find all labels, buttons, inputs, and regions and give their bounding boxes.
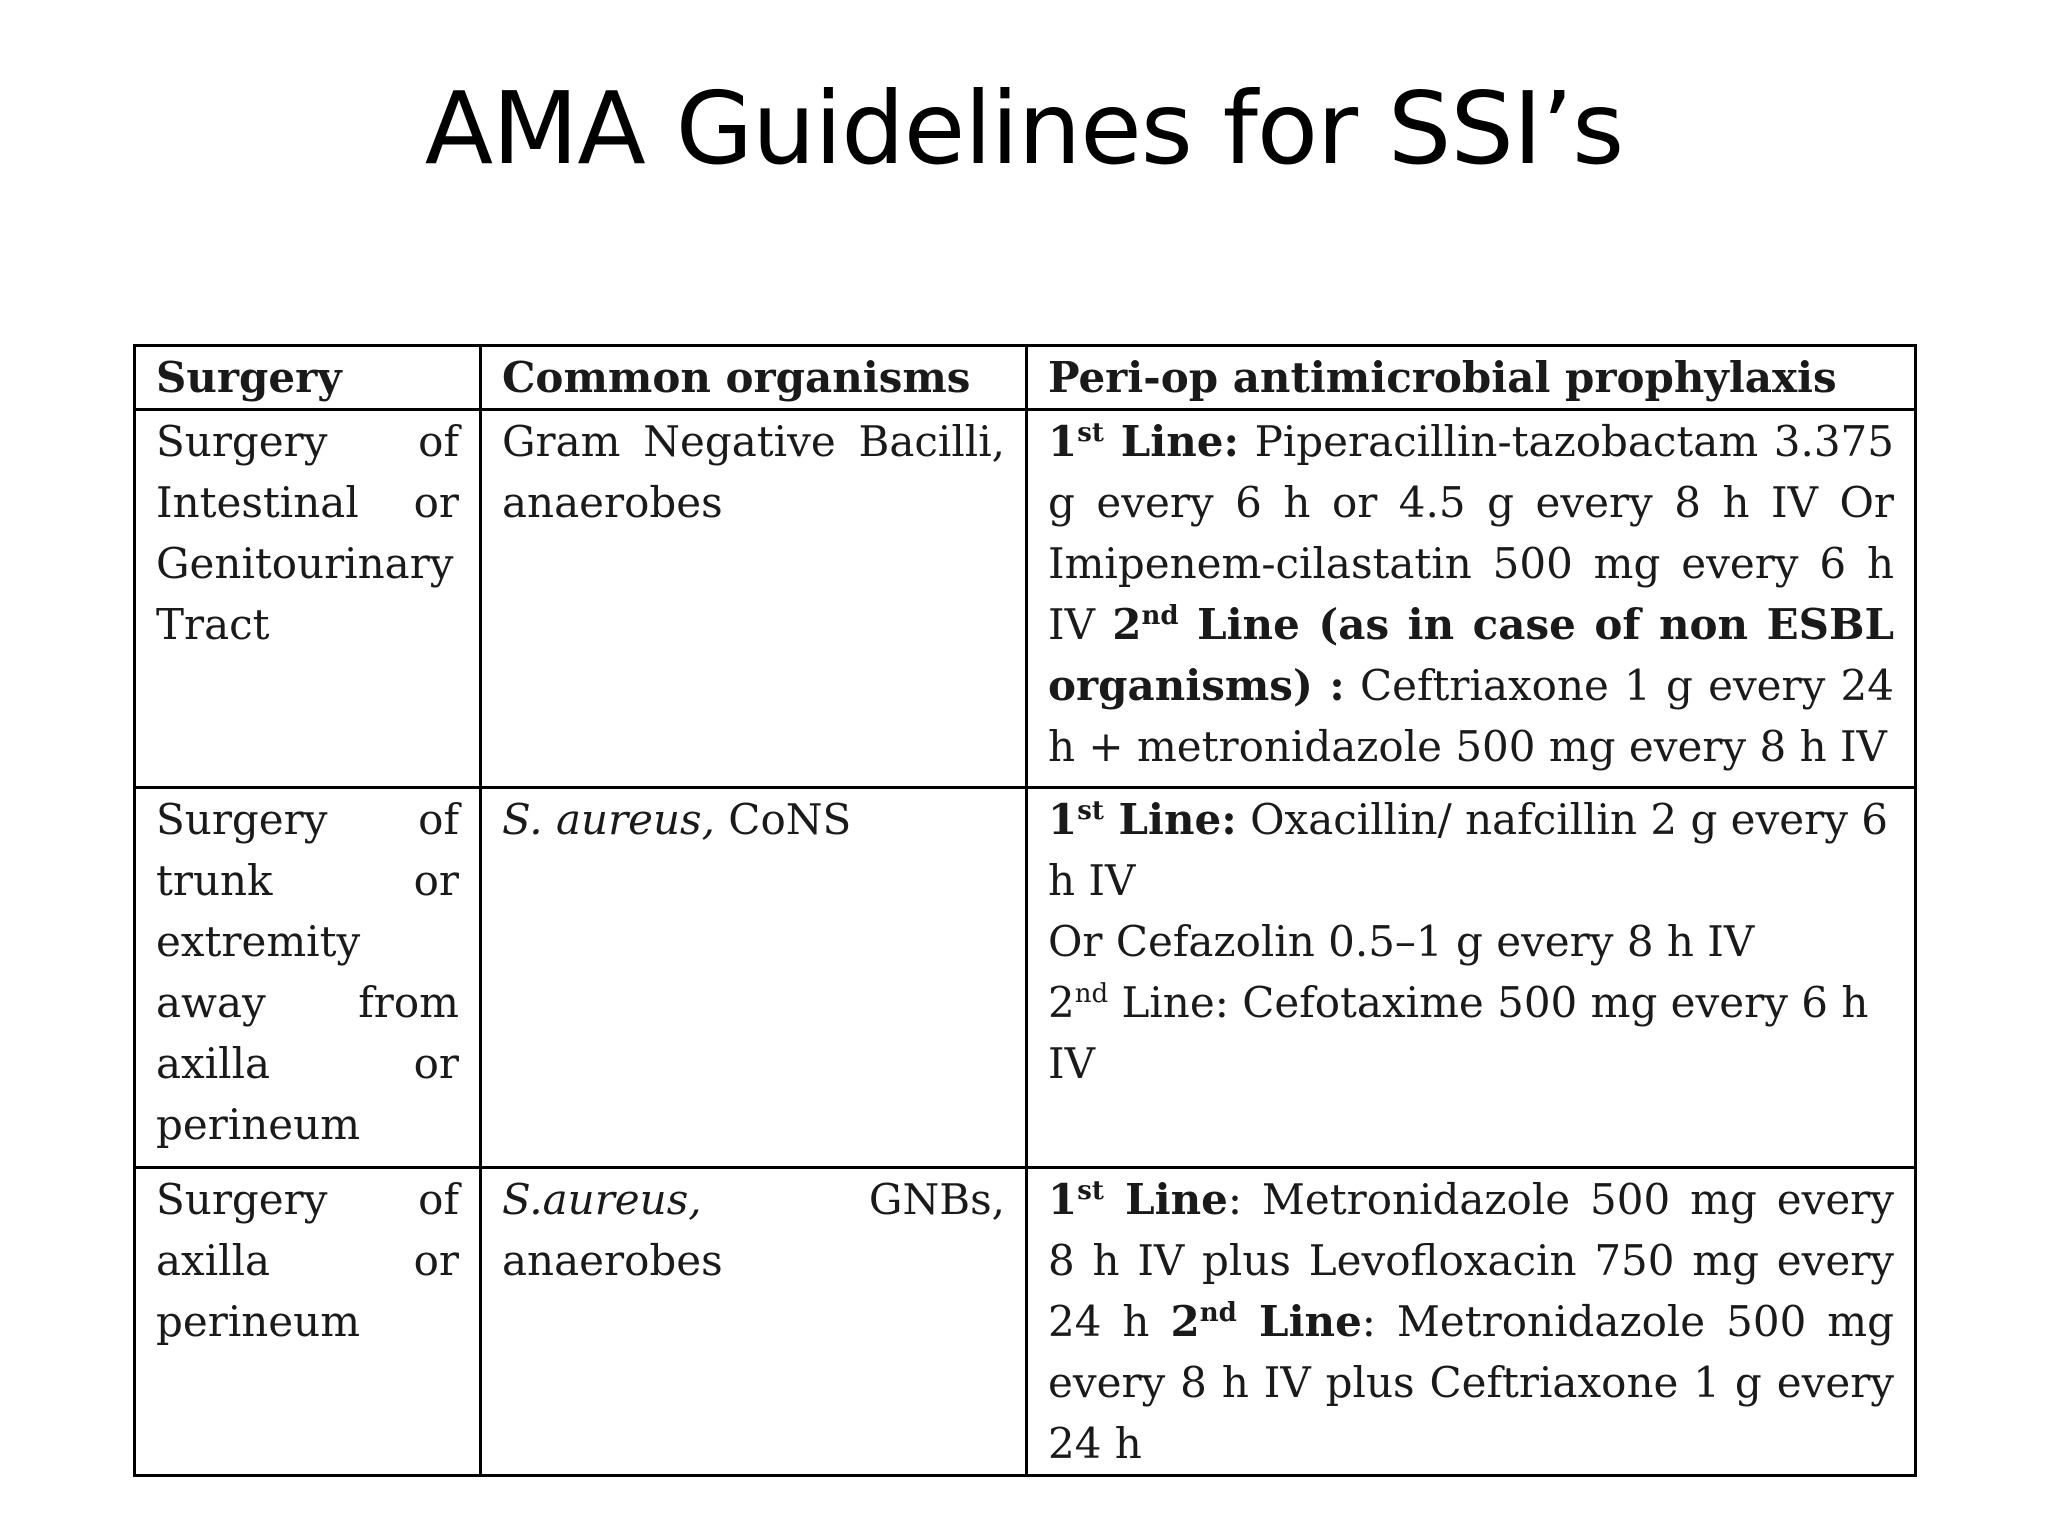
organism-italic: S. aureus, <box>502 795 715 844</box>
table-row <box>135 1168 1916 1476</box>
first-line-block <box>1048 789 1894 911</box>
table-header-row <box>135 346 1916 410</box>
second-line-word: Line <box>1236 1297 1362 1346</box>
first-line-text: Oxacillin/ nafcillin 2 g every 6 h IV <box>1048 795 1888 905</box>
second-line-number: 2 <box>1170 1297 1200 1346</box>
first-line-suffix: st <box>1077 796 1104 826</box>
cell-prophylaxis <box>1027 788 1916 1168</box>
organism-first-line <box>502 1169 1005 1230</box>
first-line-suffix: st <box>1077 418 1104 448</box>
second-line-text: Line: Cefotaxime 500 mg every 6 h IV <box>1048 978 1869 1088</box>
first-line-word: Line: <box>1103 795 1237 844</box>
first-line-number: 1 <box>1048 1175 1078 1224</box>
organism-italic: S.aureus, <box>502 1175 702 1224</box>
table-row <box>135 410 1916 788</box>
cell-organisms <box>481 1168 1027 1476</box>
second-line-text: Ceftriaxone 1 g every 24 h + metronidazole 500 mg every 8 h IV <box>1048 661 1894 771</box>
cell-surgery: Surgery of trunk or extremity away from axilla or perineum <box>135 788 481 1168</box>
second-line-text: : Metronidazole 500 mg every 8 h IV plus Ceftriaxone 1 g every 24 h <box>1048 1297 1894 1468</box>
cell-prophylaxis <box>1027 1168 1916 1476</box>
first-line-suffix: st <box>1077 1176 1104 1206</box>
cell-surgery: Surgery of axilla or perineum <box>135 1168 481 1476</box>
second-line-number: 2 <box>1112 600 1142 649</box>
first-line-word: Line: <box>1103 417 1240 466</box>
slide-title: AMA Guidelines for SSI’s <box>424 70 1624 187</box>
header-prophylaxis: Peri-op antimicrobial prophylaxis <box>1027 346 1916 410</box>
organism-rest: CoNS <box>714 795 852 844</box>
second-line-suffix: nd <box>1199 1298 1237 1328</box>
second-line-word: Line (as in case of non ESBL organisms) : <box>1048 600 1894 710</box>
first-line-label <box>1048 795 1237 844</box>
first-line-label <box>1048 1175 1228 1224</box>
guidelines-table-wrapper <box>133 344 1914 1477</box>
first-line-number: 1 <box>1048 795 1078 844</box>
first-line-number: 1 <box>1048 417 1078 466</box>
second-line-suffix: nd <box>1074 979 1109 1009</box>
cell-prophylaxis <box>1027 410 1916 788</box>
header-common-organisms: Common organisms <box>481 346 1027 410</box>
second-line-block <box>1048 972 1894 1094</box>
cell-organisms: Gram Negative Bacilli, anaerobes <box>481 410 1027 788</box>
header-surgery: Surgery <box>135 346 481 410</box>
first-line-text: : Metronidazole 500 mg every 8 h IV plus Levofloxacin 750 mg every 24 h <box>1048 1175 1894 1346</box>
first-line-text: Piperacillin-tazobactam 3.375 g every 6 h or 4.5 g every 8 h IV Or Imipenem-cilastatin 500 mg every 6 h IV <box>1048 417 1895 649</box>
guidelines-table <box>133 344 1917 1477</box>
first-line-word: Line <box>1103 1175 1228 1224</box>
organism-rest: anaerobes <box>502 1236 723 1285</box>
first-line-alternative: Or Cefazolin 0.5–1 g every 8 h IV <box>1048 917 1755 966</box>
first-line-label <box>1048 417 1239 466</box>
cell-surgery: Surgery of Intestinal or Genitourinary Tract <box>135 410 481 788</box>
organism-gnb: GNBs, <box>868 1175 1005 1224</box>
second-line-label <box>1170 1297 1361 1346</box>
table-row <box>135 788 1916 1168</box>
second-line-number: 2 <box>1048 978 1075 1027</box>
second-line-suffix: nd <box>1141 601 1179 631</box>
cell-organisms <box>481 788 1027 1168</box>
